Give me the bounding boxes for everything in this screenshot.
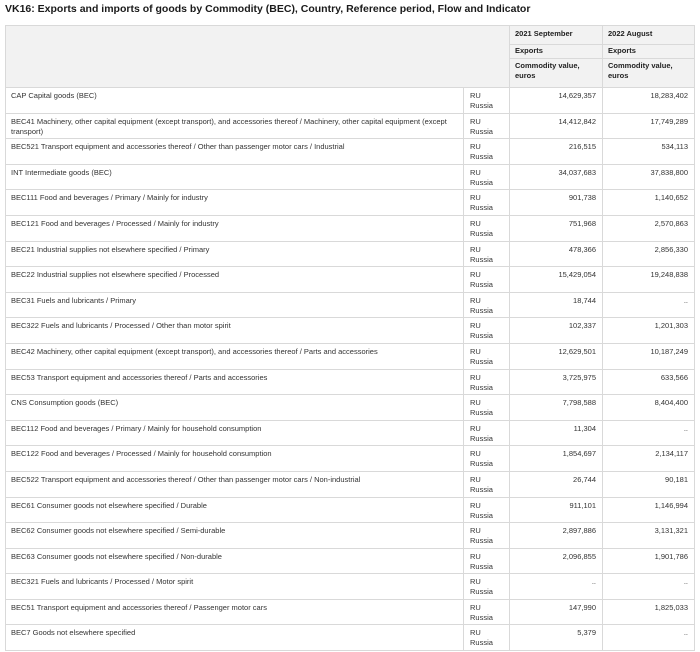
value-2021-september: 7,798,588: [510, 395, 603, 421]
country-cell: [464, 88, 510, 114]
country-code: RU: [470, 602, 481, 612]
header-period-1: 2021 September: [510, 26, 603, 45]
commodity-cell: BEC21 Industrial supplies not elsewhere specified / Primary: [6, 241, 464, 267]
country-name: Russia: [470, 536, 493, 546]
value-2022-august: 1,825,033: [603, 599, 695, 625]
table-row: [6, 420, 695, 446]
country-cell: [464, 599, 510, 625]
value-2021-september: 1,854,697: [510, 446, 603, 472]
country-cell: [464, 343, 510, 369]
commodity-cell: BEC42 Machinery, other capital equipment (except transport), and accessories thereof / Parts and accessories: [6, 343, 464, 369]
value-2021-september: 2,096,855: [510, 548, 603, 574]
value-2022-august: ..: [603, 625, 695, 651]
commodity-cell: CNS Consumption goods (BEC): [6, 395, 464, 421]
commodity-cell: BEC111 Food and beverages / Primary / Mainly for industry: [6, 190, 464, 216]
commodity-cell: BEC62 Consumer goods not elsewhere specified / Semi-durable: [6, 523, 464, 549]
value-2022-august: 90,181: [603, 471, 695, 497]
country-name: Russia: [470, 638, 493, 648]
country-code: RU: [470, 321, 481, 331]
commodity-cell: BEC522 Transport equipment and accessories thereof / Other than passenger motor cars / Non-industrial: [6, 471, 464, 497]
country-code: RU: [470, 500, 481, 510]
country-name: Russia: [470, 280, 493, 290]
value-2021-september: 15,429,054: [510, 267, 603, 293]
commodity-cell: BEC122 Food and beverages / Processed / Mainly for household consumption: [6, 446, 464, 472]
table-body: [6, 88, 695, 651]
commodity-cell: CAP Capital goods (BEC): [6, 88, 464, 114]
country-code: RU: [470, 116, 481, 126]
page-title: VK16: Exports and imports of goods by Commodity (BEC), Country, Reference period, Flow and Indicator: [5, 3, 531, 15]
data-table: [5, 25, 695, 651]
country-code: RU: [470, 91, 481, 100]
value-2021-september: 34,037,683: [510, 164, 603, 190]
country-code: RU: [470, 577, 481, 587]
table-row: [6, 395, 695, 421]
commodity-cell: BEC7 Goods not elsewhere specified: [6, 625, 464, 651]
country-code: RU: [470, 372, 481, 382]
value-2022-august: 8,404,400: [603, 395, 695, 421]
country-code: RU: [470, 295, 481, 305]
value-2021-september: 901,738: [510, 190, 603, 216]
country-cell: [464, 267, 510, 293]
country-code: RU: [470, 244, 481, 254]
country-code: RU: [470, 628, 481, 638]
country-name: Russia: [470, 152, 493, 162]
table-row: [6, 215, 695, 241]
country-name: Russia: [470, 459, 493, 469]
value-2021-september: 911,101: [510, 497, 603, 523]
country-cell: [464, 574, 510, 600]
country-code: RU: [470, 346, 481, 356]
value-2021-september: 147,990: [510, 599, 603, 625]
value-2021-september: 12,629,501: [510, 343, 603, 369]
commodity-cell: BEC51 Transport equipment and accessories thereof / Passenger motor cars: [6, 599, 464, 625]
commodity-cell: BEC41 Machinery, other capital equipment (except transport), and accessories thereof / Machinery, other capital equipment (except transport): [6, 113, 464, 139]
value-2022-august: 18,283,402: [603, 88, 695, 114]
country-cell: [464, 523, 510, 549]
value-2021-september: 14,412,842: [510, 113, 603, 139]
country-cell: [464, 548, 510, 574]
value-2022-august: 2,134,117: [603, 446, 695, 472]
table-row: [6, 625, 695, 651]
value-2022-august: ..: [603, 574, 695, 600]
header-flow-2: Exports: [603, 45, 695, 59]
commodity-cell: BEC53 Transport equipment and accessories thereof / Parts and accessories: [6, 369, 464, 395]
value-2022-august: 2,570,863: [603, 215, 695, 241]
value-2021-september: 102,337: [510, 318, 603, 344]
country-name: Russia: [470, 203, 493, 213]
commodity-cell: BEC322 Fuels and lubricants / Processed / Other than motor spirit: [6, 318, 464, 344]
country-code: RU: [470, 270, 481, 280]
value-2021-september: 26,744: [510, 471, 603, 497]
value-2021-september: 3,725,975: [510, 369, 603, 395]
country-cell: [464, 139, 510, 165]
header-indicator-2: Commodity value, euros: [603, 59, 695, 88]
country-cell: [464, 241, 510, 267]
country-code: RU: [470, 142, 481, 152]
commodity-cell: BEC521 Transport equipment and accessories thereof / Other than passenger motor cars / Industrial: [6, 139, 464, 165]
commodity-cell: BEC321 Fuels and lubricants / Processed / Motor spirit: [6, 574, 464, 600]
country-name: Russia: [470, 587, 493, 597]
table-row: [6, 139, 695, 165]
commodity-cell: BEC63 Consumer goods not elsewhere specified / Non-durable: [6, 548, 464, 574]
table-row: [6, 369, 695, 395]
value-2021-september: 2,897,886: [510, 523, 603, 549]
country-code: RU: [470, 551, 481, 561]
header-flow-1: Exports: [510, 45, 603, 59]
country-cell: [464, 164, 510, 190]
table-row: [6, 113, 695, 139]
header-period-2: 2022 August: [603, 26, 695, 45]
value-2022-august: 534,113: [603, 139, 695, 165]
country-cell: [464, 497, 510, 523]
table-row: [6, 88, 695, 114]
country-code: RU: [470, 218, 481, 228]
value-2021-september: 18,744: [510, 292, 603, 318]
country-name: Russia: [470, 510, 493, 520]
country-name: Russia: [470, 561, 493, 571]
commodity-cell: BEC112 Food and beverages / Primary / Mainly for household consumption: [6, 420, 464, 446]
value-2022-august: 10,187,249: [603, 343, 695, 369]
table-row: [6, 241, 695, 267]
value-2022-august: 2,856,330: [603, 241, 695, 267]
country-code: RU: [470, 423, 481, 433]
value-2021-september: 5,379: [510, 625, 603, 651]
header-indicator-1: Commodity value, euros: [510, 59, 603, 88]
value-2022-august: 37,838,800: [603, 164, 695, 190]
table-row: [6, 267, 695, 293]
country-cell: [464, 420, 510, 446]
country-cell: [464, 471, 510, 497]
country-cell: [464, 113, 510, 139]
country-name: Russia: [470, 382, 493, 392]
country-name: Russia: [470, 356, 493, 366]
country-name: Russia: [470, 331, 493, 341]
table-row: [6, 599, 695, 625]
country-code: RU: [470, 474, 481, 484]
value-2022-august: 1,146,994: [603, 497, 695, 523]
country-name: Russia: [470, 254, 493, 264]
value-2021-september: 216,515: [510, 139, 603, 165]
table-row: [6, 292, 695, 318]
value-2021-september: 751,968: [510, 215, 603, 241]
country-name: Russia: [470, 484, 493, 494]
value-2021-september: 14,629,357: [510, 88, 603, 114]
country-name: Russia: [470, 408, 493, 418]
table-header: [6, 26, 695, 88]
country-cell: [464, 446, 510, 472]
country-cell: [464, 369, 510, 395]
table-row: [6, 164, 695, 190]
table-row: [6, 497, 695, 523]
table-row: [6, 574, 695, 600]
country-name: Russia: [470, 126, 493, 136]
country-cell: [464, 190, 510, 216]
country-name: Russia: [470, 101, 493, 110]
table-row: [6, 318, 695, 344]
value-2021-september: 11,304: [510, 420, 603, 446]
commodity-cell: BEC121 Food and beverages / Processed / Mainly for industry: [6, 215, 464, 241]
table-row: [6, 523, 695, 549]
country-name: Russia: [470, 433, 493, 443]
value-2022-august: 633,566: [603, 369, 695, 395]
country-name: Russia: [470, 612, 493, 622]
value-2021-september: 478,366: [510, 241, 603, 267]
country-code: RU: [470, 398, 481, 408]
value-2022-august: 1,201,303: [603, 318, 695, 344]
country-name: Russia: [470, 177, 493, 187]
table-row: [6, 548, 695, 574]
table-row: [6, 343, 695, 369]
country-code: RU: [470, 449, 481, 459]
commodity-cell: BEC31 Fuels and lubricants / Primary: [6, 292, 464, 318]
value-2022-august: 19,248,838: [603, 267, 695, 293]
table-row: [6, 471, 695, 497]
country-code: RU: [470, 193, 481, 203]
table-row: [6, 190, 695, 216]
country-cell: [464, 215, 510, 241]
country-cell: [464, 625, 510, 651]
value-2022-august: 1,901,786: [603, 548, 695, 574]
country-cell: [464, 395, 510, 421]
commodity-cell: BEC61 Consumer goods not elsewhere specified / Durable: [6, 497, 464, 523]
value-2022-august: 17,749,289: [603, 113, 695, 139]
commodity-cell: BEC22 Industrial supplies not elsewhere specified / Processed: [6, 267, 464, 293]
value-2022-august: 1,140,652: [603, 190, 695, 216]
country-name: Russia: [470, 228, 493, 238]
country-code: RU: [470, 167, 481, 177]
country-cell: [464, 292, 510, 318]
header-blank-cell: [6, 26, 510, 88]
value-2022-august: ..: [603, 292, 695, 318]
commodity-cell: INT Intermediate goods (BEC): [6, 164, 464, 190]
country-cell: [464, 318, 510, 344]
value-2022-august: 3,131,321: [603, 523, 695, 549]
value-2021-september: ..: [510, 574, 603, 600]
value-2022-august: ..: [603, 420, 695, 446]
table-row: [6, 446, 695, 472]
country-name: Russia: [470, 305, 493, 315]
country-code: RU: [470, 526, 481, 536]
